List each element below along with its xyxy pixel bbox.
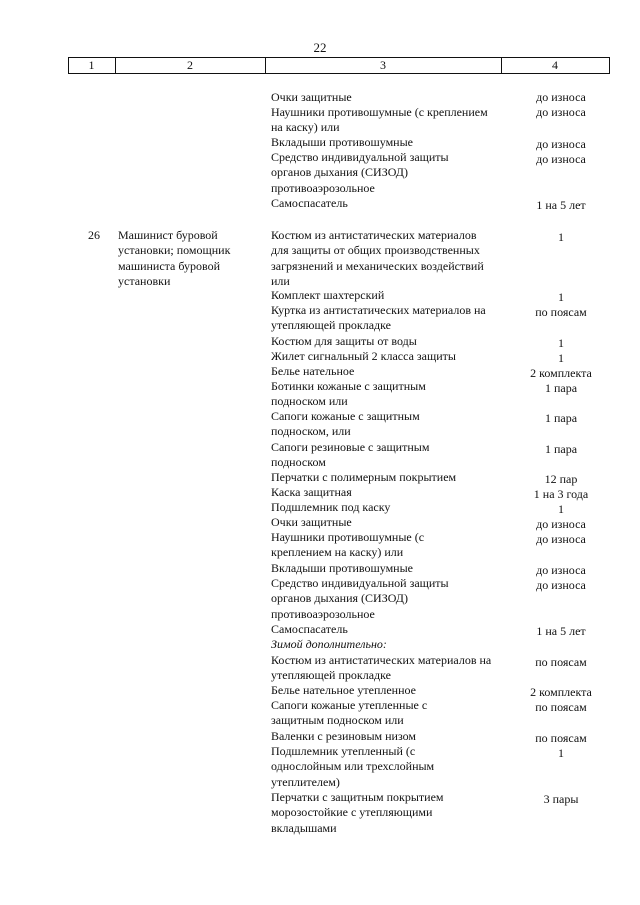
norm-text: до износа <box>536 90 586 104</box>
norm-text: 1 на 5 лет <box>536 624 586 638</box>
header-col-4: 4 <box>552 58 558 72</box>
norm-text: 12 пар <box>544 472 578 486</box>
row-number: 26 <box>88 228 100 242</box>
item-text: Подшлемник под каску <box>271 500 391 514</box>
item-text: Вкладыши противошумные <box>271 561 413 575</box>
norm-text: 2 комплекта <box>530 366 592 380</box>
item-text: Очки защитные <box>271 90 352 104</box>
norm-text: 1 пара <box>544 411 578 425</box>
norm-text: 1 на 5 лет <box>536 198 586 212</box>
item-text: Костюм для защиты от воды <box>271 334 417 348</box>
norm-text: 1 на 3 года <box>533 487 589 501</box>
item-text: Валенки с резиновым низом <box>271 729 417 743</box>
item-text: Ботинки кожаные с защитным подноском или <box>271 379 426 409</box>
item-text: Наушники противошумные (с креплением на каску) или <box>271 530 425 560</box>
norm-text: до износа <box>536 152 586 166</box>
profession-text: Машинист буровой установки; помощник машиниста буровой установки <box>118 228 231 288</box>
norm-text: 1 пара <box>544 442 578 456</box>
item-text: Наушники противошумные (с креплением на каску) или <box>271 105 488 135</box>
item-text: Костюм из антистатических материалов на утепляющей прокладке <box>271 653 492 683</box>
item-text: Куртка из антистатических материалов на утепляющей прокладке <box>271 303 486 333</box>
item-text: Белье нательное <box>271 364 355 378</box>
norm-text: до износа <box>536 532 586 546</box>
item-text: Средство индивидуальной защиты органов дыхания (СИЗОД) противоаэрозольное <box>271 576 449 621</box>
item-text: Каска защитная <box>271 485 352 499</box>
norm-text: 1 <box>558 336 564 350</box>
norm-text: до износа <box>536 563 586 577</box>
norm-text: до износа <box>536 137 586 151</box>
norm-text: по поясам <box>535 731 587 745</box>
item-text: Жилет сигнальный 2 класса защиты <box>271 349 456 363</box>
norm-text: до износа <box>536 578 586 592</box>
item-text: Сапоги резиновые с защитным подноском <box>271 440 430 470</box>
item-text: Вкладыши противошумные <box>271 135 413 149</box>
norm-text: 3 пары <box>543 792 579 806</box>
item-text: Самоспасатель <box>271 622 348 636</box>
norm-text: по поясам <box>535 655 587 669</box>
norm-text: 1 <box>558 502 564 516</box>
norm-text: до износа <box>536 517 586 531</box>
item-text: Белье нательное утепленное <box>271 683 416 697</box>
item-text: Комплект шахтерский <box>271 288 385 302</box>
item-text: Перчатки с защитным покрытием морозостойкие с утепляющими вкладышами <box>271 790 444 835</box>
item-text: Сапоги кожаные утепленные с защитным подноском или <box>271 698 428 728</box>
header-divider <box>609 58 610 73</box>
item-text: Перчатки с полимерным покрытием <box>271 470 457 484</box>
item-text: Подшлемник утепленный (с однослойным или трехслойным утеплителем) <box>271 744 435 789</box>
norm-text: 2 комплекта <box>530 685 592 699</box>
item-text: Сапоги кожаные с защитным подноском, или <box>271 409 420 439</box>
norm-text: по поясам <box>535 305 587 319</box>
norm-text: 1 <box>558 746 564 760</box>
item-text: Средство индивидуальной защиты органов дыхания (СИЗОД) противоаэрозольное <box>271 150 449 195</box>
table-header <box>68 57 610 74</box>
winter-label: Зимой дополнительно: <box>271 637 387 651</box>
header-col-3: 3 <box>380 58 386 72</box>
item-text: Самоспасатель <box>271 196 348 210</box>
header-col-1: 1 <box>88 58 95 72</box>
item-text: Костюм из антистатических материалов для защиты от общих производственных загрязнений и механических воздействий или <box>271 228 484 288</box>
page-number: 22 <box>313 40 327 55</box>
norm-text: 1 пара <box>544 381 578 395</box>
norm-text: до износа <box>536 105 586 119</box>
item-text: Очки защитные <box>271 515 352 529</box>
norm-text: 1 <box>558 290 564 304</box>
norm-text: 1 <box>558 230 564 244</box>
header-col-2: 2 <box>187 58 193 72</box>
norm-text: 1 <box>558 351 564 365</box>
norm-text: по поясам <box>535 700 587 714</box>
